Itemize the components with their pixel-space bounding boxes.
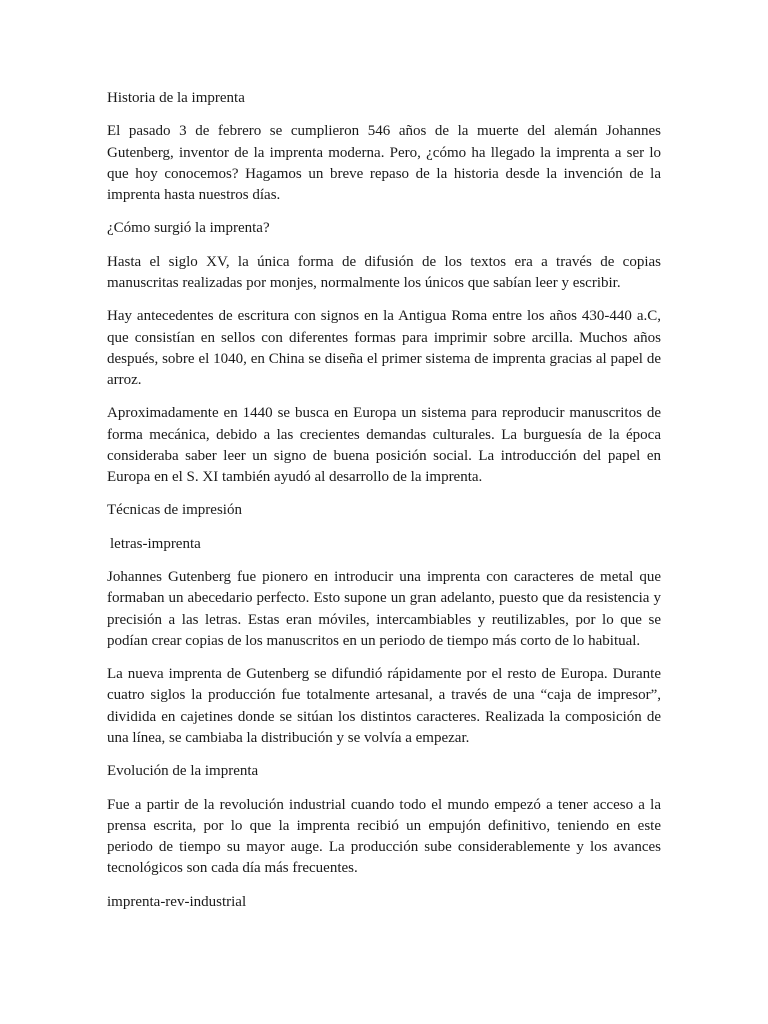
document-page (107, 88, 661, 925)
paragraph-origin-2: Hay antecedentes de escritura con signos en la Antigua Roma entre los años 430-440 a.C, que consistían en sellos con diferentes formas para imprimir sobre arcilla. Muchos años después, sobre el 1040, en China se diseña el primer sistema de imprenta gracias al papel de arroz. (107, 308, 661, 388)
paragraph-techniques-1: Johannes Gutenberg fue pionero en introducir una imprenta con caracteres de metal que formaban un abecedario perfecto. Esto supone un gran adelanto, puesto que da resistencia y precisión a las letras. Estas eran móviles, intercambiables y reutilizables, por lo que se podían crear copias de los manuscritos en un periodo de tiempo más corto de lo habitual. (107, 569, 661, 649)
section-heading-techniques: Técnicas de impresión (107, 502, 242, 519)
intro-paragraph: El pasado 3 de febrero se cumplieron 546 años de la muerte del alemán Johannes Gutenberg, inventor de la imprenta moderna. Pero, ¿cómo ha llegado la imprenta a ser lo que hoy conocemos? Hagamos un breve repaso de la historia desde la invención de la imprenta hasta nuestros días. (107, 123, 661, 203)
section-heading-origin: ¿Cómo surgió la imprenta? (107, 220, 270, 237)
section-heading-evolution: Evolución de la imprenta (107, 763, 259, 780)
paragraph-evolution-1: Fue a partir de la revolución industrial cuando todo el mundo empezó a tener acceso a la prensa escrita, por lo que la imprenta recibió un empujón definitivo, teniendo en este periodo de tiempo su mayor auge. La producción sube considerablemente y los avances tecnológicos son cada día más frecuentes. (107, 796, 661, 877)
paragraph-techniques-2: La nueva imprenta de Gutenberg se difundió rápidamente por el resto de Europa. Durante cuatro siglos la producción fue totalmente artesanal, a través de una “caja de impresor”, dividida en cajetines donde se sitúan los distintos caracteres. Realizada la composición de una línea, se cambiaba la distribución y se volvía a empezar. (107, 666, 661, 746)
paragraph-origin-3: Aproximadamente en 1440 se busca en Europa un sistema para reproducir manuscritos de forma mecánica, debido a las crecientes demandas culturales. La burguesía de la época consideraba saber leer un signo de buena posición social. La introducción del papel en Europa en el S. XI también ayudó al desarrollo de la imprenta. (107, 405, 661, 485)
image-placeholder-rev-industrial: imprenta-rev-industrial (107, 893, 247, 910)
document-title: Historia de la imprenta (107, 90, 245, 106)
image-placeholder-letras: letras-imprenta (110, 535, 201, 552)
paragraph-origin-1: Hasta el siglo XV, la única forma de difusión de los textos era a través de copias manuscritas realizadas por monjes, normalmente los únicos que sabían leer y escribir. (107, 253, 661, 291)
